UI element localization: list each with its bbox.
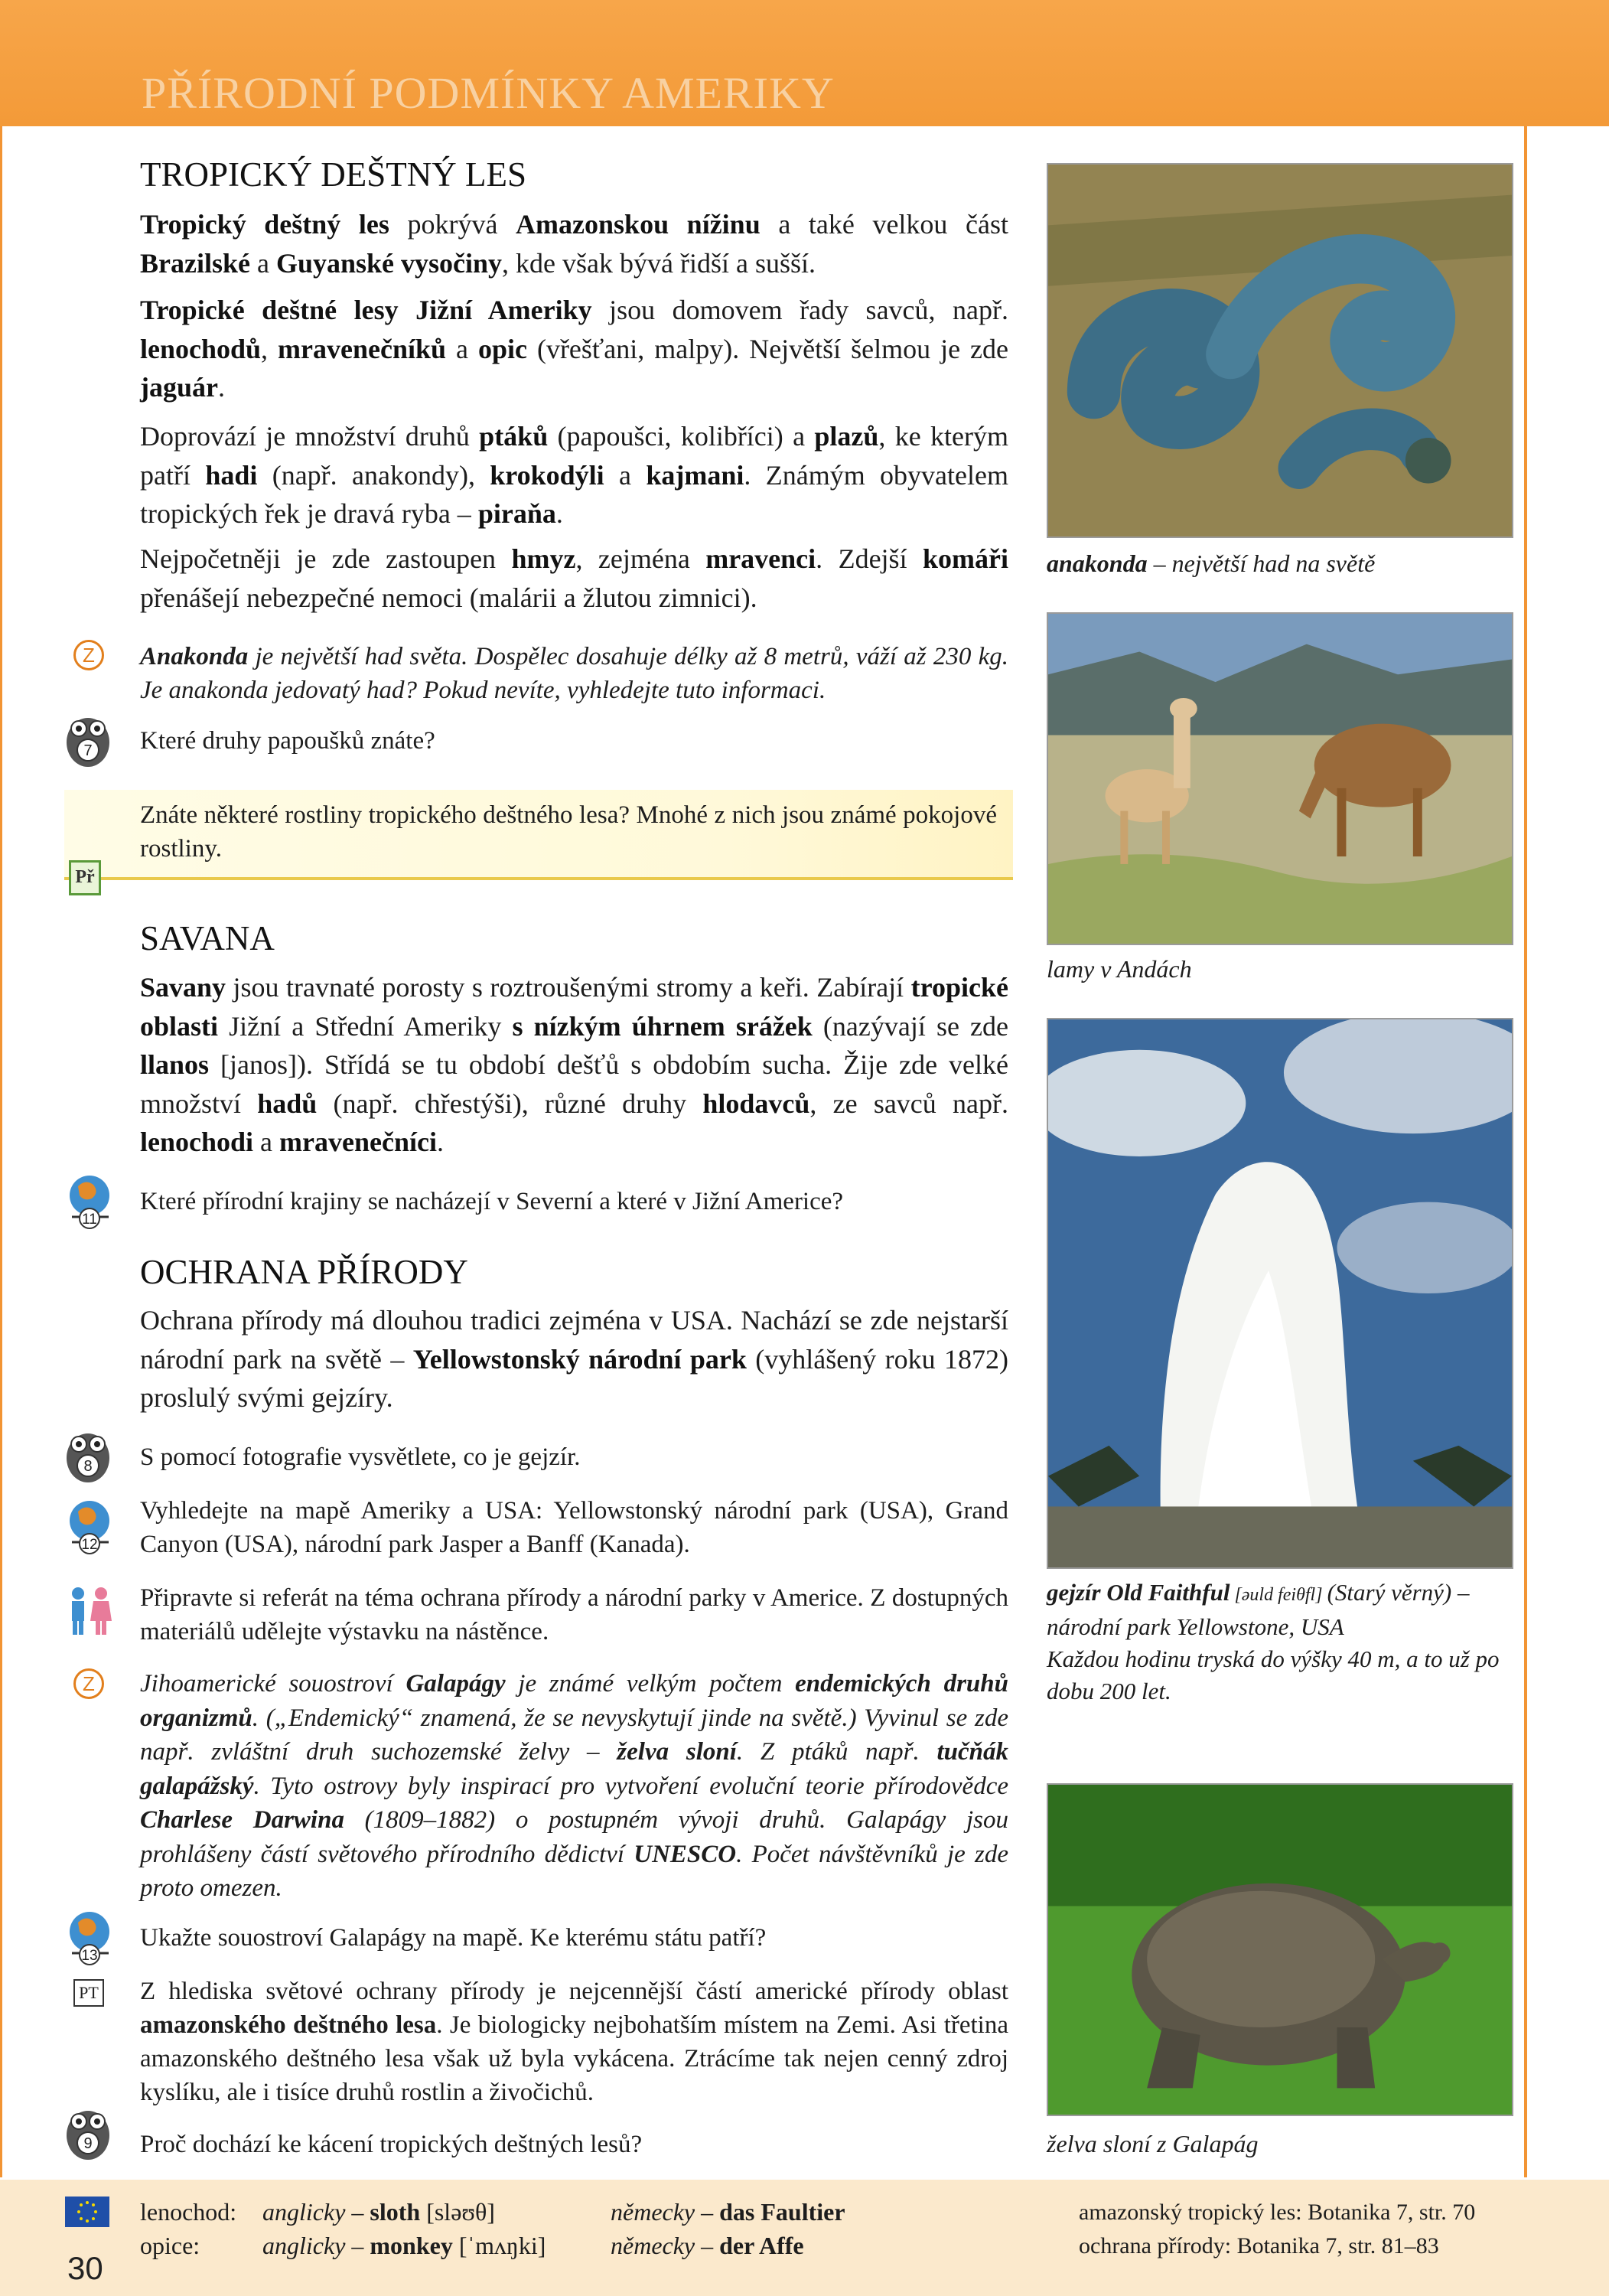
owl-icon xyxy=(61,1424,115,1489)
frame-left xyxy=(0,126,2,2177)
svg-text:9: 9 xyxy=(83,2135,93,2152)
svg-text:8: 8 xyxy=(83,1458,93,1475)
z-circle-icon: Z xyxy=(73,640,104,670)
rainforest-paragraph-1: Tropický deštný les pokrývá Amazonskou nížinu a také velkou část Brazilské a Guyanské vysočiny, kde však bývá řidší a sušší. xyxy=(140,209,1008,279)
llamas-caption: lamy v Andách xyxy=(1047,955,1192,983)
galapagos-note: Jihoamerické souostroví Galapágy je známé velkým počtem endemických druhů organizmů. („Endemický“ znamená, že se nevyskytují jinde na světě.) Vyvinul se zde např. zvláštní druh suchozemské želvy – želva sloní. Z ptáků např. tučňák galapážský. Tyto ostrovy byly inspirací pro vytvoření evoluční teorie přírodovědce Charlese Darwina (1809–1882) o postupném vývoji druhů. Galapágy jsou prohlášeny částí světového přírodního dědictví UNESCO. Počet návštěvníků je zde proto omezen. xyxy=(140,1670,1009,1902)
question-plants: Znáte některé rostliny tropického deštného lesa? Mnohé z nich jsou známé pokojové rostliny. xyxy=(140,801,997,863)
geyser-caption: gejzír Old Faithful [əuld feiθfl] (Starý věrný) – národní park Yellowstone, USA Každou hodinu tryská do výšky 40 m, a to už po dobu 200 let. xyxy=(1047,1579,1500,1704)
svg-text:12: 12 xyxy=(81,1537,98,1553)
svg-text:13: 13 xyxy=(81,1948,98,1964)
savanna-paragraph: Savany jsou travnaté porosty s roztroušenými stromy a keři. Zabírají tropické oblasti Jižní a Střední Ameriky s nízkým úhrnem srážek (nazývají se zde llanos [janos]). Střídá se tu období dešťů s obdobím sucha. Žije zde velké množství hadů (např. chřestýši), různé druhy hlodavců, ze savců např. lenochodi a mravenečníci. xyxy=(140,972,1008,1157)
people-icon xyxy=(63,1584,116,1642)
vocab-sloth: lenochod: xyxy=(140,2198,237,2226)
question-deforestation: Proč dochází ke kácení tropických deštných lesů? xyxy=(140,2131,643,2158)
section-title-savanna: SAVANA xyxy=(140,919,275,957)
rainforest-paragraph-3: Doprovází je množství druhů ptáků (papoušci, kolibříci) a plazů, ke kterým patří hadi (např. anakondy), krokodýli a kajmani. Známým obyvatelem tropických řek je dravá ryba – piraňa. xyxy=(140,421,1008,529)
reference-rainforest: amazonský tropický les: Botanika 7, str. 70 xyxy=(1079,2200,1476,2225)
question-report: Připravte si referát na téma ochrana přírody a národní parky v Americe. Z dostupných materiálů udělejte výstavku na nástěnce. xyxy=(140,1584,1008,1645)
anaconda-photo xyxy=(1047,163,1513,538)
section-title-conservation: OCHRANA PŘÍRODY xyxy=(140,1253,468,1291)
globe-icon xyxy=(63,1907,116,1972)
question-landscapes: Které přírodní krajiny se nacházejí v Severní a které v Jižní Americe? xyxy=(140,1188,844,1215)
owl-icon xyxy=(61,708,115,773)
section-title-rainforest: TROPICKÝ DEŠTNÝ LES xyxy=(140,155,527,194)
svg-text:11: 11 xyxy=(82,1212,97,1228)
conservation-paragraph-2: Z hlediska světové ochrany přírody je nejcennější částí americké přírody oblast amazonského deštného lesa. Je biologicky nejbohatším místem na Zemi. Asi třetina amazonského deštného lesa však už byla vykácena. Ztrácíme tak nejen cenný zdroj kyslíku, ale i tisíce druhů rostlin a živočichů. xyxy=(140,1978,1008,2106)
question-parrots: Které druhy papoušků znáte? xyxy=(140,727,435,755)
svg-text:7: 7 xyxy=(83,742,93,759)
vocab-monkey: opice: xyxy=(140,2232,200,2259)
tortoise-photo xyxy=(1047,1783,1513,2116)
vocab-monkey-english: anglicky – monkey [ˈmʌŋki] xyxy=(262,2232,546,2259)
vocab-sloth-english: anglicky – sloth [sləʊθ] xyxy=(262,2198,495,2226)
question-map-parks: Vyhledejte na mapě Ameriky a USA: Yellowstonský národní park (USA), Grand Canyon (USA), národní park Jasper a Banff (Kanada). xyxy=(140,1497,1008,1558)
globe-icon xyxy=(63,1496,116,1561)
page-number: 30 xyxy=(67,2250,103,2286)
globe-icon xyxy=(63,1171,116,1236)
question-galapagos-map: Ukažte souostroví Galapágy na mapě. Ke kterému státu patří? xyxy=(140,1924,767,1952)
vocab-sloth-german: německy – das Faultier xyxy=(611,2198,845,2226)
frame-right xyxy=(1524,126,1527,2177)
anaconda-caption: anakonda – největší had na světě xyxy=(1047,550,1376,577)
subject-pr-icon: Př xyxy=(69,860,101,895)
conservation-paragraph-1: Ochrana přírody má dlouhou tradici zejména v USA. Nachází se zde nejstarší národní park na světě – Yellowstonský národní park (vyhlášený roku 1872) proslulý svými gejzíry. xyxy=(140,1305,1008,1413)
anaconda-note: Anakonda je největší had světa. Dospělec dosahuje délky až 8 metrů, váží až 230 kg. Je anakonda jedovatý had? Pokud nevíte, vyhledejte tuto informaci. xyxy=(140,643,1008,704)
pt-icon: PT xyxy=(73,1979,104,2007)
question-geyser: S pomocí fotografie vysvětlete, co je gejzír. xyxy=(140,1443,581,1471)
tortoise-caption: želva sloní z Galapág xyxy=(1047,2130,1259,2157)
reference-conservation: ochrana přírody: Botanika 7, str. 81–83 xyxy=(1079,2233,1439,2258)
llamas-photo xyxy=(1047,612,1513,945)
eu-flag-icon xyxy=(65,2197,109,2227)
geyser-photo xyxy=(1047,1018,1513,1569)
rainforest-paragraph-2: Tropické deštné lesy Jižní Ameriky jsou domovem řady savců, např. lenochodů, mravenečníků a opic (vřešťani, malpy). Největší šelmou je zde jaguár. xyxy=(140,295,1009,403)
owl-icon xyxy=(61,2101,115,2166)
page-title: PŘÍRODNÍ PODMÍNKY AMERIKY xyxy=(142,68,835,118)
vocab-monkey-german: německy – der Affe xyxy=(611,2232,804,2259)
z-circle-icon: Z xyxy=(73,1668,104,1699)
rainforest-paragraph-4: Nejpočetněji je zde zastoupen hmyz, zejména mravenci. Zdejší komáři přenášejí nebezpečné nemoci (malárii a žlutou zimnici). xyxy=(140,543,1008,613)
